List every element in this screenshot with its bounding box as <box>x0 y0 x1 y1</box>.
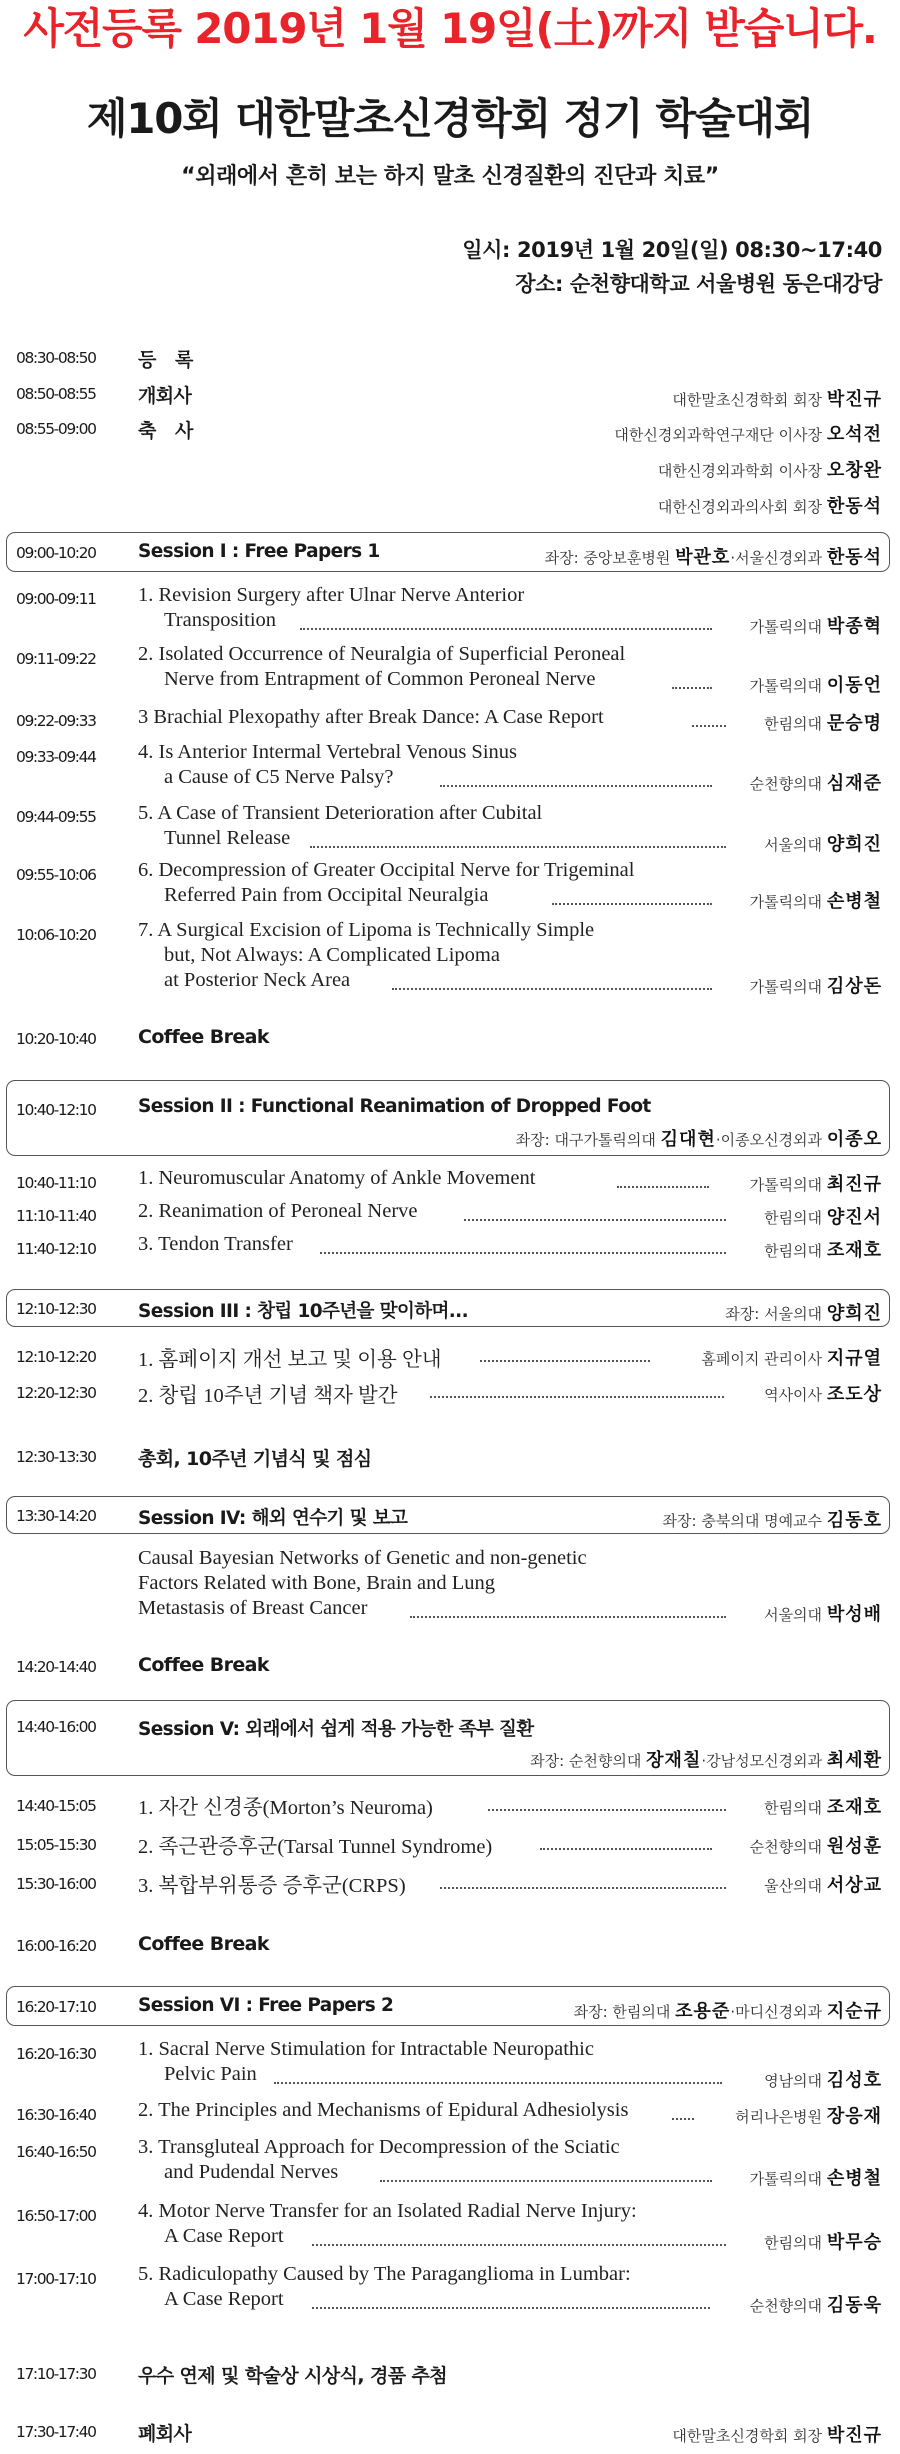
event-date: 일시: 2019년 1월 20일(일) 08:30~17:40 <box>462 238 882 262</box>
leader-dots <box>552 903 712 905</box>
time-slot: 08:50-08:55 <box>16 385 96 403</box>
opening-address-label: 개회사 <box>138 385 192 407</box>
talk-title-cont: Tunnel Release <box>164 827 291 849</box>
presenter: 허리나은병원 장응재 <box>735 2106 882 2127</box>
presenter: 순천향의대 김동욱 <box>749 2295 882 2316</box>
session-chairs: 좌장: 순천향의대 장재칠·강남성모신경외과 최세환 <box>530 1750 882 1771</box>
talk-title-cont: but, Not Always: A Complicated Lipoma <box>164 944 500 966</box>
session-title: Session V: 외래에서 쉽게 적용 가능한 족부 질환 <box>138 1719 534 1740</box>
time-slot: 16:30-16:40 <box>16 2106 96 2124</box>
presenter: 역사이사 조도상 <box>764 1384 882 1405</box>
time-slot: 09:00-09:11 <box>16 590 96 608</box>
time-slot: 12:10-12:30 <box>16 1300 96 1318</box>
presenter: 가톨릭의대 이동언 <box>749 675 882 696</box>
talk-title-cont: Referred Pain from Occipital Neuralgia <box>164 884 489 906</box>
presenter: 홈페이지 관리이사 지규열 <box>701 1348 882 1369</box>
presenter: 한림의대 조재호 <box>764 1240 882 1261</box>
time-slot: 09:55-10:06 <box>16 866 96 884</box>
time-slot: 10:40-11:10 <box>16 1174 96 1192</box>
time-slot: 15:05-15:30 <box>16 1836 96 1854</box>
presenter: 한림의대 박무승 <box>764 2232 882 2253</box>
time-slot: 12:30-13:30 <box>16 1448 96 1466</box>
time-slot: 15:30-16:00 <box>16 1875 96 1893</box>
talk-title: 3 Brachial Plexopathy after Break Dance: A Case Report <box>138 706 604 728</box>
session-title: Session VI : Free Papers 2 <box>138 1995 394 2016</box>
registration-label: 등 록 <box>138 349 200 371</box>
presenter: 가톨릭의대 손병철 <box>749 2168 882 2189</box>
time-slot: 08:30-08:50 <box>16 349 96 367</box>
talk-title-cont: Nerve from Entrapment of Common Peroneal Nerve <box>164 668 596 690</box>
award-ceremony-label: 우수 연제 및 학술상 시상식, 경품 추첨 <box>138 2365 448 2387</box>
leader-dots <box>617 1186 709 1188</box>
time-slot: 09:11-09:22 <box>16 650 96 668</box>
coffee-break-label: Coffee Break <box>138 1026 269 1048</box>
leader-dots <box>488 1809 726 1811</box>
presenter: 한림의대 양진서 <box>764 1207 882 1228</box>
session-chairs: 좌장: 한림의대 조용준·마디신경외과 지순규 <box>573 2001 882 2022</box>
presenter: 순천향의대 심재준 <box>749 773 882 794</box>
talk-title-cont: and Pudendal Nerves <box>164 2161 339 2183</box>
talk-title: 2. The Principles and Mechanisms of Epidural Adhesiolysis <box>138 2099 629 2121</box>
leader-dots <box>312 2244 726 2246</box>
talk-title: 1. Sacral Nerve Stimulation for Intractable Neuropathic <box>138 2038 594 2060</box>
time-slot: 16:20-16:30 <box>16 2045 96 2063</box>
speaker: 대한신경외과학연구재단 이사장 오석전 <box>614 424 882 445</box>
talk-title-cont: Factors Related with Bone, Brain and Lung <box>138 1572 495 1594</box>
speaker: 대한신경외과의사회 회장 한동석 <box>657 496 882 517</box>
session-title: Session IV: 해외 연수기 및 보고 <box>138 1508 408 1529</box>
talk-title: 6. Decompression of Greater Occipital Nerve for Trigeminal <box>138 859 635 881</box>
time-slot: 16:50-17:00 <box>16 2207 96 2225</box>
time-slot: 12:10-12:20 <box>16 1348 96 1366</box>
event-venue: 장소: 순천향대학교 서울병원 동은대강당 <box>515 272 882 296</box>
talk-title: 2. 창립 10주년 기념 책자 발간 <box>138 1385 398 1407</box>
leader-dots <box>440 1887 726 1889</box>
page-subtitle: “외래에서 흔히 보는 하지 말초 신경질환의 진단과 치료” <box>181 164 719 189</box>
leader-dots <box>692 725 726 727</box>
talk-title: 2. Isolated Occurrence of Neuralgia of Superficial Peroneal <box>138 643 626 665</box>
talk-title: 5. Radiculopathy Caused by The Paraganglioma in Lumbar: <box>138 2263 631 2285</box>
time-slot: 14:40-16:00 <box>16 1718 96 1736</box>
talk-title-cont: Transposition <box>164 609 277 631</box>
talk-title: 5. A Case of Transient Deterioration after Cubital <box>138 802 543 824</box>
presenter: 가톨릭의대 최진규 <box>749 1174 882 1195</box>
leader-dots <box>320 1252 726 1254</box>
leader-dots <box>392 988 712 990</box>
leader-dots <box>672 2118 694 2120</box>
leader-dots <box>464 1219 726 1221</box>
leader-dots <box>480 1360 650 1362</box>
leader-dots <box>672 687 712 689</box>
time-slot: 10:20-10:40 <box>16 1030 96 1048</box>
talk-title-cont: Pelvic Pain <box>164 2063 257 2085</box>
time-slot: 08:55-09:00 <box>16 420 96 438</box>
talk-title: 7. A Surgical Excision of Lipoma is Technically Simple <box>138 919 595 941</box>
time-slot: 09:22-09:33 <box>16 712 96 730</box>
talk-title-cont: a Cause of C5 Nerve Palsy? <box>164 766 394 788</box>
talk-title: 3. Transgluteal Approach for Decompression of the Sciatic <box>138 2136 620 2158</box>
presenter: 순천향의대 원성훈 <box>749 1836 882 1857</box>
page-title: 제10회 대한말초신경학회 정기 학술대회 <box>86 94 814 143</box>
leader-dots <box>430 1396 724 1398</box>
session-title: Session III : 창립 10주년을 맞이하며... <box>138 1301 469 1322</box>
time-slot: 10:40-12:10 <box>16 1101 96 1119</box>
talk-title: 1. 자간 신경종(Morton’s Neuroma) <box>138 1797 433 1819</box>
time-slot: 16:00-16:20 <box>16 1937 96 1955</box>
talk-title: 3. Tendon Transfer <box>138 1233 293 1255</box>
time-slot: 09:44-09:55 <box>16 808 96 826</box>
leader-dots <box>410 1616 726 1618</box>
leader-dots <box>540 1848 712 1850</box>
time-slot: 17:00-17:10 <box>16 2270 96 2288</box>
talk-title: 4. Is Anterior Intermal Vertebral Venous Sinus <box>138 741 517 763</box>
talk-title: Causal Bayesian Networks of Genetic and non-genetic <box>138 1547 587 1569</box>
talk-title-cont: Metastasis of Breast Cancer <box>138 1597 368 1619</box>
time-slot: 16:20-17:10 <box>16 1998 96 2016</box>
coffee-break-label: Coffee Break <box>138 1933 269 1955</box>
session-title: Session I : Free Papers 1 <box>138 541 380 562</box>
leader-dots <box>312 2307 710 2309</box>
time-slot: 11:10-11:40 <box>16 1207 96 1225</box>
presenter: 서울의대 박성배 <box>764 1604 882 1625</box>
time-slot: 16:40-16:50 <box>16 2143 96 2161</box>
leader-dots <box>310 846 726 848</box>
time-slot: 17:30-17:40 <box>16 2423 96 2441</box>
talk-title: 1. Neuromuscular Anatomy of Ankle Movement <box>138 1167 536 1189</box>
session-title: Session II : Functional Reanimation of Dropped Foot <box>138 1096 651 1117</box>
preregistration-banner: 사전등록 2019년 1월 19일(土)까지 받습니다. <box>23 4 877 53</box>
time-slot: 14:40-15:05 <box>16 1797 96 1815</box>
leader-dots <box>440 785 712 787</box>
talk-title: 4. Motor Nerve Transfer for an Isolated Radial Nerve Injury: <box>138 2200 637 2222</box>
session-chairs: 좌장: 서울의대 양희진 <box>725 1303 882 1324</box>
presenter: 가톨릭의대 김상돈 <box>749 976 882 997</box>
leader-dots <box>300 628 712 630</box>
time-slot: 17:10-17:30 <box>16 2365 96 2383</box>
speaker: 대한말초신경학회 회장 박진규 <box>672 2425 882 2446</box>
time-slot: 13:30-14:20 <box>16 1507 96 1525</box>
congratulatory-label: 축 사 <box>138 420 200 442</box>
talk-title-cont: A Case Report <box>164 2225 284 2247</box>
closing-address-label: 폐회사 <box>138 2423 192 2445</box>
time-slot: 10:06-10:20 <box>16 926 96 944</box>
time-slot: 09:00-10:20 <box>16 544 96 562</box>
coffee-break-label: Coffee Break <box>138 1654 269 1676</box>
talk-title: 3. 복합부위통증 증후군(CRPS) <box>138 1875 406 1897</box>
talk-title-cont: at Posterior Neck Area <box>164 969 351 991</box>
talk-title-cont: A Case Report <box>164 2288 284 2310</box>
time-slot: 09:33-09:44 <box>16 748 96 766</box>
time-slot: 14:20-14:40 <box>16 1658 96 1676</box>
presenter: 영남의대 김성호 <box>764 2070 882 2091</box>
leader-dots <box>380 2180 712 2182</box>
presenter: 울산의대 서상교 <box>764 1875 882 1896</box>
time-slot: 12:20-12:30 <box>16 1384 96 1402</box>
presenter: 서울의대 양희진 <box>764 834 882 855</box>
session-chairs: 좌장: 중앙보훈병원 박관호·서울신경외과 한동석 <box>544 547 882 568</box>
presenter: 가톨릭의대 박종혁 <box>749 616 882 637</box>
presenter: 한림의대 조재호 <box>764 1797 882 1818</box>
talk-title: 2. 족근관증후군(Tarsal Tunnel Syndrome) <box>138 1836 493 1858</box>
talk-title: 2. Reanimation of Peroneal Nerve <box>138 1200 418 1222</box>
session-chairs: 좌장: 충북의대 명예교수 김동호 <box>662 1510 882 1531</box>
talk-title: 1. Revision Surgery after Ulnar Nerve Anterior <box>138 584 525 606</box>
session-chairs: 좌장: 대구가톨릭의대 김대현·이종오신경외과 이종오 <box>515 1129 882 1150</box>
presenter: 가톨릭의대 손병철 <box>749 891 882 912</box>
presenter: 한림의대 문승명 <box>764 713 882 734</box>
speaker: 대한말초신경학회 회장 박진규 <box>672 389 882 410</box>
general-meeting-label: 총회, 10주년 기념식 및 점심 <box>138 1448 372 1470</box>
time-slot: 11:40-12:10 <box>16 1240 96 1258</box>
leader-dots <box>274 2082 722 2084</box>
talk-title: 1. 홈페이지 개선 보고 및 이용 안내 <box>138 1349 442 1371</box>
speaker: 대한신경외과학회 이사장 오창완 <box>657 460 882 481</box>
